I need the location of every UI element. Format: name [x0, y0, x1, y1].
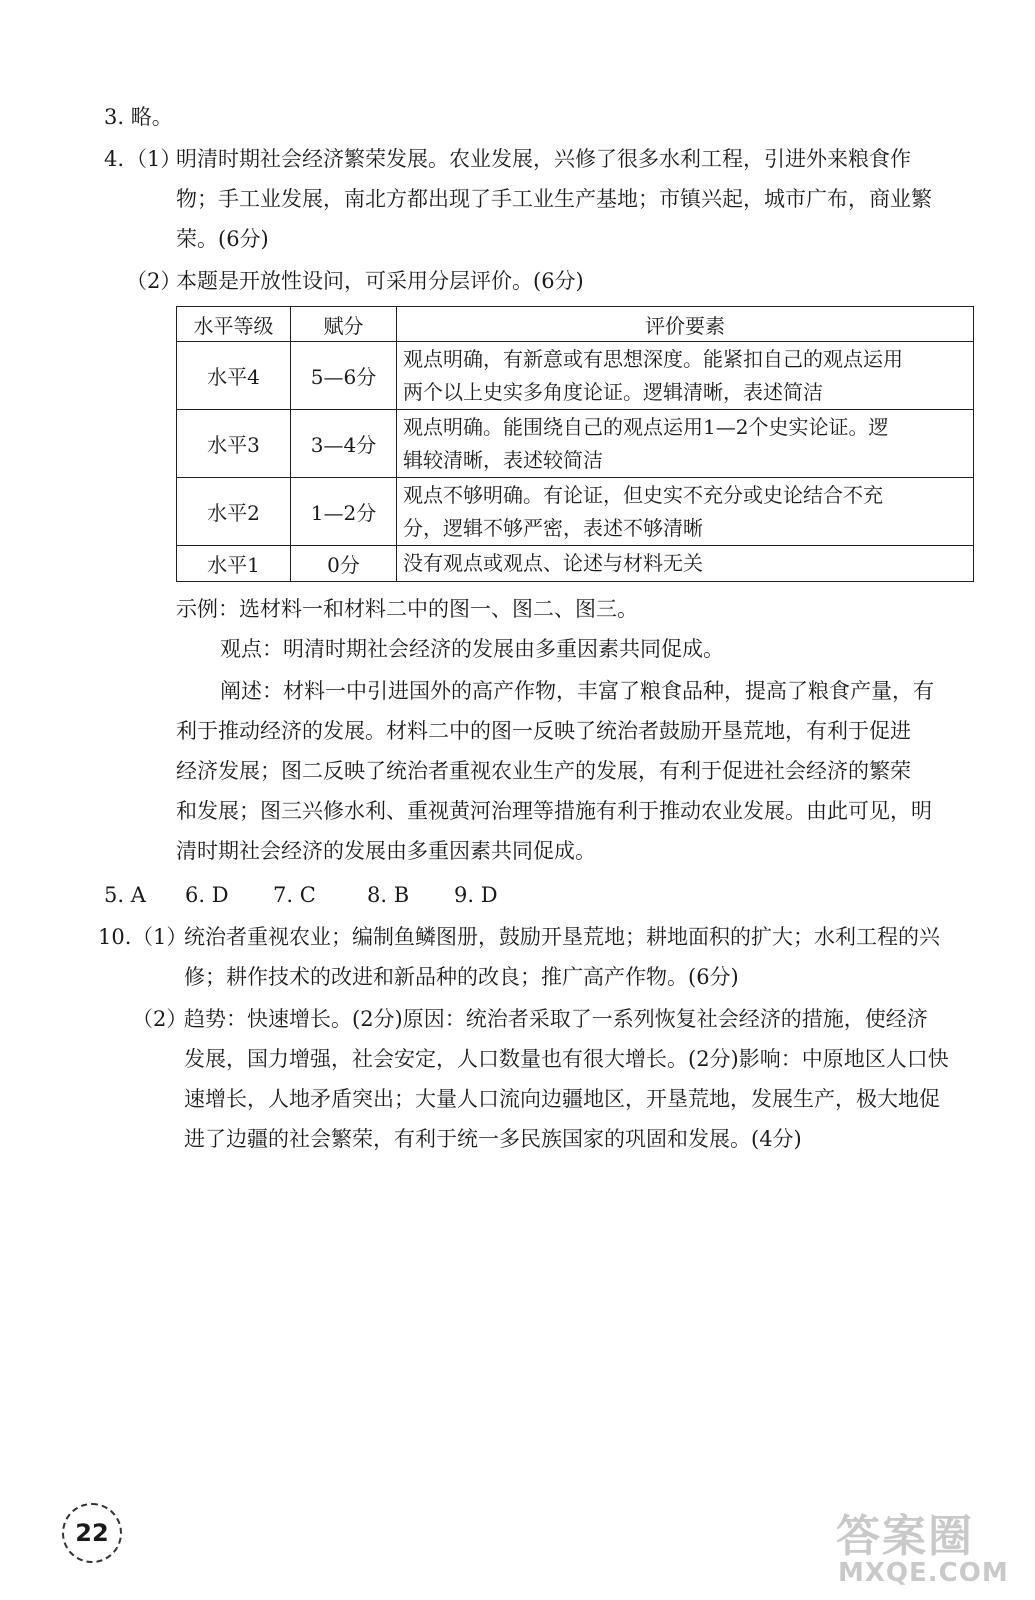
score-cell: 3—4分 — [291, 410, 397, 478]
header-criteria: 评价要素 — [397, 307, 974, 342]
score-cell: 0分 — [291, 546, 397, 582]
mc-answer: 6. D — [185, 883, 229, 907]
score-cell: 5—6分 — [291, 342, 397, 410]
level-cell: 水平1 — [177, 546, 291, 582]
viewpoint-line: 观点：明清时期社会经济的发展由多重因素共同促成。 — [220, 637, 724, 661]
criteria-cell — [397, 478, 974, 546]
mc-answer: 8. B — [367, 883, 410, 907]
table-row — [177, 410, 974, 478]
elaboration-line: 利于推动经济的发展。材料二中的图一反映了统治者鼓励开垦荒地，有利于促进 — [176, 719, 911, 743]
criteria-cell — [397, 410, 974, 478]
criteria-line: 观点明确，有新意或有思想深度。能紧扣自己的观点运用 — [403, 346, 903, 371]
table-row — [177, 478, 974, 546]
criteria-cell — [397, 342, 974, 410]
header-score: 赋分 — [291, 307, 397, 342]
q4-part1-line: 荣。(6分) — [176, 227, 269, 251]
page-number: 22 — [62, 1503, 122, 1563]
q10-part2-number: （2） — [132, 1007, 188, 1031]
elaboration-line: 和发展；图三兴修水利、重视黄河治理等措施有利于推动农业发展。由此可见，明 — [176, 799, 932, 823]
elaboration-line: 经济发展；图二反映了统治者重视农业生产的发展，有利于促进社会经济的繁荣 — [176, 759, 911, 783]
q10-part1-line: 修；耕作技术的改进和新品种的改良；推广高产作物。(6分) — [184, 965, 739, 989]
criteria-line: 观点明确。能围绕自己的观点运用1—2个史实论证。逻 — [403, 414, 889, 439]
q10-part2-line: 发展，国力增强，社会安定，人口数量也有很大增长。(2分)影响：中原地区人口快 — [184, 1047, 949, 1071]
header-level: 水平等级 — [177, 307, 291, 342]
q10-part1-line: 统治者重视农业；编制鱼鳞图册，鼓励开垦荒地；耕地面积的扩大；水利工程的兴 — [184, 925, 940, 949]
level-cell: 水平2 — [177, 478, 291, 546]
mc-answer: 5. A — [104, 883, 146, 907]
mc-answer: 7. C — [273, 883, 316, 907]
q4-part1-line: 物；手工业发展，南北方都出现了手工业生产基地；市镇兴起，城市广布，商业繁 — [176, 187, 932, 211]
q4-part1-line: 明清时期社会经济繁荣发展。农业发展，兴修了很多水利工程，引进外来粮食作 — [176, 147, 911, 171]
table-row — [177, 546, 974, 582]
elaboration-line: 阐述：材料一中引进国外的高产作物，丰富了粮食品种，提高了粮食产量，有 — [220, 679, 934, 703]
criteria-line: 分，逻辑不够严密，表述不够清晰 — [403, 515, 703, 540]
watermark-logo — [836, 1500, 1026, 1595]
scoring-rubric-table — [176, 306, 974, 582]
criteria-line: 辑较清晰，表述较简洁 — [403, 447, 603, 472]
elaboration-line: 清时期社会经济的发展由多重因素共同促成。 — [176, 839, 596, 863]
q4-number: 4. — [104, 147, 125, 171]
q10-part2-line: 进了边疆的社会繁荣，有利于统一多民族国家的巩固和发展。(4分) — [184, 1127, 802, 1151]
criteria-line: 没有观点或观点、论述与材料无关 — [403, 551, 703, 575]
q10-number: 10. — [98, 925, 132, 949]
table-row — [177, 342, 974, 410]
mc-answer: 9. D — [454, 883, 498, 907]
q4-part1-number: （1） — [126, 147, 182, 171]
level-cell: 水平4 — [177, 342, 291, 410]
table-header-row — [177, 307, 974, 342]
level-cell: 水平3 — [177, 410, 291, 478]
watermark-url: MXQE.COM — [838, 1558, 1009, 1588]
score-cell: 1—2分 — [291, 478, 397, 546]
criteria-line: 观点不够明确。有论证，但史实不充分或史论结合不充 — [403, 482, 883, 507]
q10-part2-line: 趋势：快速增长。(2分)原因：统治者采取了一系列恢复社会经济的措施，使经济 — [184, 1007, 928, 1031]
example-line: 示例：选材料一和材料二中的图一、图二、图三。 — [176, 597, 638, 621]
q4-part2-number: （2） — [126, 269, 182, 293]
q3-answer: 3. 略。 — [104, 105, 173, 129]
q10-part2-line: 速增长，人地矛盾突出；大量人口流向边疆地区，开垦荒地，发展生产，极大地促 — [184, 1087, 940, 1111]
q10-part1-number: （1） — [132, 925, 188, 949]
q4-part2-intro: 本题是开放性设问，可采用分层评价。(6分) — [176, 269, 584, 293]
criteria-line: 两个以上史实多角度论证。逻辑清晰，表述简洁 — [403, 379, 823, 404]
watermark-mark: 答案圈 — [836, 1511, 974, 1562]
criteria-cell — [397, 546, 974, 582]
